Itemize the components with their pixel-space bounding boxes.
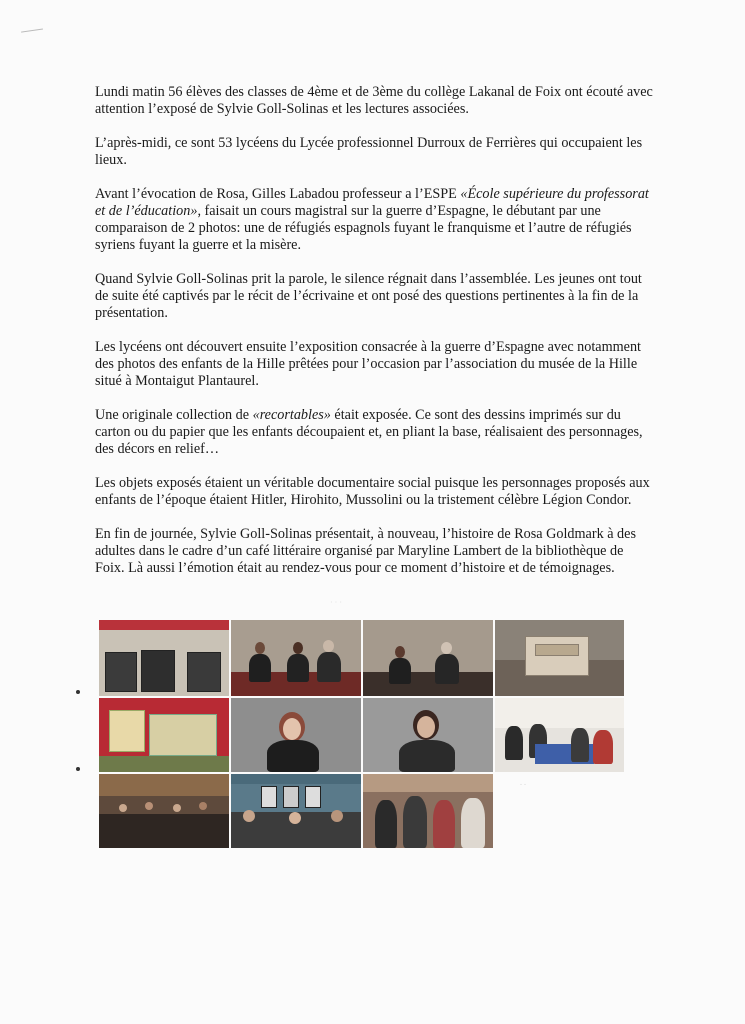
photo-audience-hall	[99, 774, 229, 848]
scan-noise: · · ·	[330, 598, 342, 607]
paragraph-3-start: Avant l’évocation de Rosa, Gilles Labadou professeur a l’ESPE	[95, 186, 461, 202]
paragraph-2: L’après-midi, ce sont 53 lycéens du Lycée professionnel Durroux de Ferrières qui occupaient les lieux.	[95, 135, 643, 168]
paragraph-7: Les objets exposés étaient un véritable documentaire social puisque les personnages proposés aux enfants de l’époque étaient Hitler, Hirohito, Mussolini ou la tristement célèbre Légion Condor.	[95, 475, 650, 508]
paragraph-1: Lundi matin 56 élèves des classes de 4ème et de 3ème du collège Lakanal de Foix ont écouté avec attention l’exposé de Sylvie Goll-Solinas et les lectures associées.	[95, 84, 653, 117]
paragraph-8: En fin de journée, Sylvie Goll-Solinas présentait, à nouveau, l’histoire de Rosa Goldmark à des adultes dans le cadre d’un café littéraire organisé par Maryline Lambert de la bibliothèque de Foix. Là aussi l’émotion était au rendez-vous pour ce moment d’histoire et de témoignages.	[95, 526, 636, 576]
paragraph-6	[95, 407, 655, 458]
photo-speaker-closeup-1	[231, 698, 361, 772]
photo-cafe-litteraire	[495, 698, 624, 772]
photo-students-group	[363, 774, 493, 848]
photo-students-exhibit	[231, 774, 361, 848]
scan-mark	[21, 29, 45, 47]
article-text	[95, 84, 655, 594]
paragraph-3-end: , faisait un cours magistral sur la guerre d’Espagne, le débutant par une comparaison de 2 photos: une de réfugiés espagnols fuyant le franquisme et l’autre de réfugiés syriens fuyant la guerre et la misère.	[95, 203, 632, 253]
paragraph-6-end: était exposée. Ce sont des dessins imprimés sur du carton ou du papier que les enfants découpaient et, en pliant la base, réalisaient des personnages, des décors en relief…	[95, 407, 643, 457]
paragraph-3	[95, 186, 655, 254]
photo-recortables-sheet	[99, 698, 229, 772]
paragraph-6-start: Une originale collection de	[95, 407, 253, 423]
espe-full-name: «École supérieure du professorat et de l’éducation»	[95, 186, 649, 219]
photo-model-building	[495, 620, 624, 696]
paragraph-5: Les lycéens ont découvert ensuite l’exposition consacrée à la guerre d’Espagne avec notamment des photos des enfants de la Hille prêtées pour l’occasion par l’association du musée de la Hille situé à Montaigut Plantaurel.	[95, 339, 641, 389]
scan-noise: ∙ ∙	[520, 780, 526, 789]
photo-speakers-table-1	[231, 620, 361, 696]
bullet-dot	[76, 767, 80, 771]
photo-speakers-table-2	[363, 620, 493, 696]
photo-speaker-closeup-2	[363, 698, 493, 772]
recortables-term: «recortables»	[252, 407, 331, 423]
photo-collage	[99, 620, 624, 848]
photo-exhibition-panels	[99, 620, 229, 696]
bullet-dot	[76, 690, 80, 694]
paragraph-4: Quand Sylvie Goll-Solinas prit la parole, le silence régnait dans l’assemblée. Les jeunes ont tout de suite été captivés par le récit de l’écrivaine et ont posé des questions pertinentes à la fin de la présentation.	[95, 271, 642, 321]
